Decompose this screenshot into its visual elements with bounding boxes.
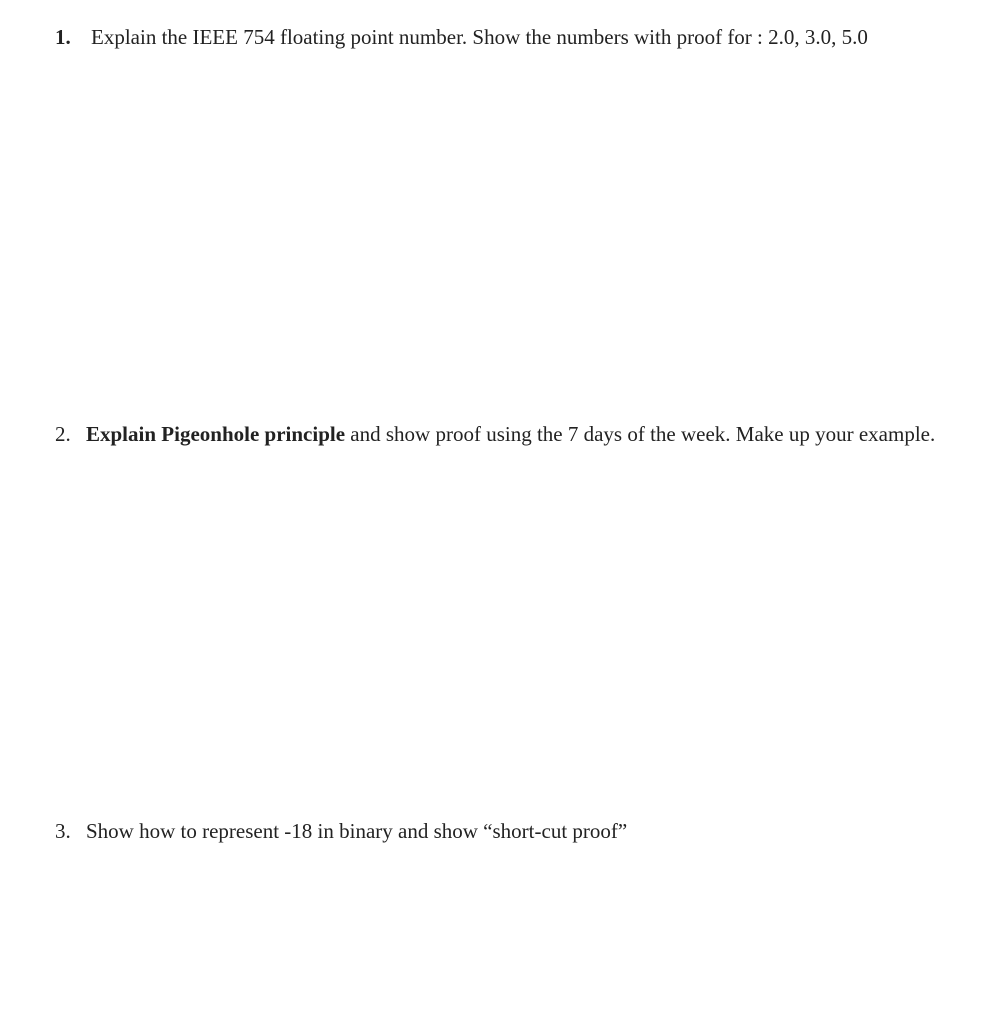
question-2-text: and show proof using the 7 days of the week. Make up your example.	[345, 422, 936, 446]
question-3	[55, 818, 967, 844]
question-2-number: 2.	[55, 422, 71, 446]
question-1-number: 1.	[55, 25, 71, 49]
question-2	[55, 421, 967, 447]
question-2-bold-text: Explain Pigeonhole principle	[86, 422, 346, 446]
question-1-text: Explain the IEEE 754 floating point number. Show the numbers with proof for : 2.0, 3.0, 5.0	[91, 25, 868, 49]
question-3-number: 3.	[55, 819, 71, 843]
question-1	[55, 24, 967, 50]
question-3-text: Show how to represent -18 in binary and show “short-cut proof”	[86, 819, 628, 843]
